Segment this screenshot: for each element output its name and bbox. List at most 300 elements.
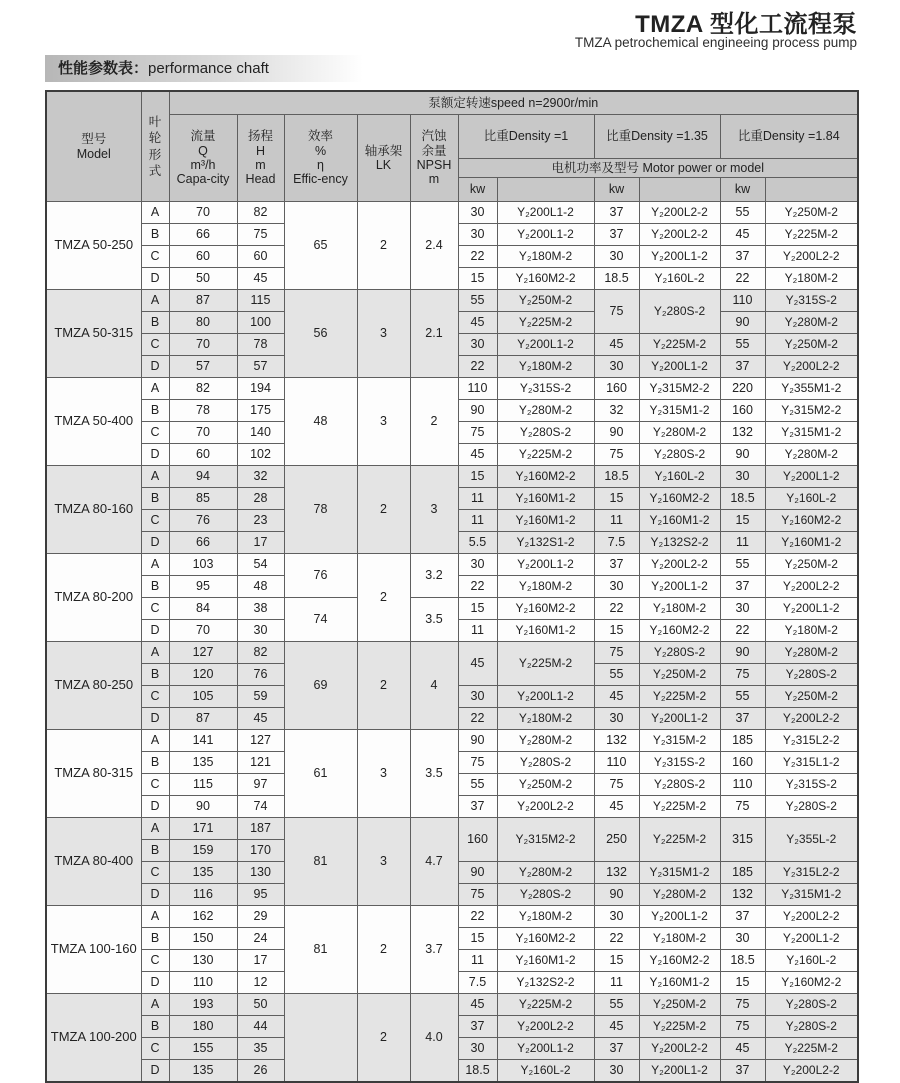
head-cell: 97 <box>237 774 284 796</box>
density184-kw-cell: 37 <box>720 246 765 268</box>
density184-motor-model-cell: Y₂160M2-2 <box>765 510 858 532</box>
density184-kw-cell: 15 <box>720 510 765 532</box>
impeller-type-cell: C <box>141 686 169 708</box>
impeller-type-cell: C <box>141 774 169 796</box>
table-row <box>46 994 858 1016</box>
lk-cell: 2 <box>357 906 410 994</box>
density1-motor-model-cell: Y₂280M-2 <box>497 862 594 884</box>
density184-motor-model-cell: Y₂280S-2 <box>765 1016 858 1038</box>
flow-cell: 82 <box>169 378 237 400</box>
density1-kw-cell: 45 <box>458 642 497 686</box>
flow-cell: 70 <box>169 422 237 444</box>
density1-motor-model-cell: Y₂225M-2 <box>497 444 594 466</box>
eff-cell: 65 <box>284 202 357 290</box>
model-cell: TMZA 80-400 <box>46 818 141 906</box>
density1-kw-cell: 30 <box>458 554 497 576</box>
density184-kw-cell: 30 <box>720 928 765 950</box>
impeller-type-cell: D <box>141 268 169 290</box>
head-cell: 45 <box>237 268 284 290</box>
density135-kw-cell: 132 <box>594 730 639 752</box>
flow-cell: 116 <box>169 884 237 906</box>
impeller-type-cell: D <box>141 532 169 554</box>
density1-kw-cell: 15 <box>458 598 497 620</box>
flow-cell: 115 <box>169 774 237 796</box>
density135-kw-cell: 75 <box>594 444 639 466</box>
flow-cell: 110 <box>169 972 237 994</box>
density184-kw-cell: 160 <box>720 752 765 774</box>
head-cell: 121 <box>237 752 284 774</box>
density135-kw-cell: 90 <box>594 884 639 906</box>
head-cell: 57 <box>237 356 284 378</box>
flow-cell: 70 <box>169 334 237 356</box>
table-row <box>46 906 858 928</box>
density135-motor-model-cell: Y₂280S-2 <box>639 290 720 334</box>
density184-kw-cell: 110 <box>720 290 765 312</box>
density1-motor-model-cell: Y₂160M1-2 <box>497 488 594 510</box>
density1-motor-model-cell: Y₂250M-2 <box>497 290 594 312</box>
density184-kw-cell: 185 <box>720 862 765 884</box>
density184-motor-model-cell: Y₂280S-2 <box>765 796 858 818</box>
density184-kw-cell: 90 <box>720 642 765 664</box>
impeller-type-cell: A <box>141 906 169 928</box>
density184-kw-cell: 75 <box>720 664 765 686</box>
head-cell: 24 <box>237 928 284 950</box>
density184-kw-cell: 45 <box>720 224 765 246</box>
head-cell: 59 <box>237 686 284 708</box>
density135-motor-model-cell: Y₂180M-2 <box>639 928 720 950</box>
eff-cell: 74 <box>284 598 357 642</box>
table-row <box>46 554 858 576</box>
density135-kw-cell: 22 <box>594 928 639 950</box>
density1-kw-cell: 30 <box>458 1038 497 1060</box>
model-cell: TMZA 80-200 <box>46 554 141 642</box>
density135-kw-cell: 11 <box>594 972 639 994</box>
head-cell: 170 <box>237 840 284 862</box>
npsh-cell: 3 <box>410 466 458 554</box>
density1-motor-model-cell: Y₂160M2-2 <box>497 466 594 488</box>
table-row <box>46 642 858 664</box>
density1-motor-model-cell: Y₂200L2-2 <box>497 1016 594 1038</box>
density135-motor-model-cell: Y₂315M2-2 <box>639 378 720 400</box>
impeller-type-cell: A <box>141 378 169 400</box>
density135-kw-cell: 90 <box>594 422 639 444</box>
density1-motor-model-cell: Y₂280S-2 <box>497 884 594 906</box>
head-cell: 23 <box>237 510 284 532</box>
density1-kw-cell: 11 <box>458 620 497 642</box>
density1-kw-cell: 160 <box>458 818 497 862</box>
flow-cell: 78 <box>169 400 237 422</box>
density1-kw-cell: 30 <box>458 686 497 708</box>
density135-motor-model-cell: Y₂200L1-2 <box>639 246 720 268</box>
head-cell: 175 <box>237 400 284 422</box>
density1-kw-cell: 45 <box>458 994 497 1016</box>
density135-kw-cell: 37 <box>594 224 639 246</box>
density135-kw-cell: 160 <box>594 378 639 400</box>
model-cell: TMZA 50-315 <box>46 290 141 378</box>
density1-motor-model-cell: Y₂160M2-2 <box>497 268 594 290</box>
density1-kw-cell: 11 <box>458 488 497 510</box>
lk-cell: 2 <box>357 554 410 642</box>
density1-motor-model-cell: Y₂180M-2 <box>497 576 594 598</box>
density184-motor-model-cell: Y₂200L2-2 <box>765 356 858 378</box>
density1-motor-model-cell: Y₂132S2-2 <box>497 972 594 994</box>
density184-motor-model-cell: Y₂355L-2 <box>765 818 858 862</box>
density1-kw-cell: 30 <box>458 334 497 356</box>
density1-kw-cell: 30 <box>458 224 497 246</box>
density135-kw-cell: 15 <box>594 620 639 642</box>
density184-kw-cell: 18.5 <box>720 488 765 510</box>
impeller-type-cell: D <box>141 620 169 642</box>
density135-motor-model-cell: Y₂200L1-2 <box>639 708 720 730</box>
density135-motor-model-cell: Y₂250M-2 <box>639 664 720 686</box>
impeller-type-cell: A <box>141 642 169 664</box>
density135-kw-cell: 75 <box>594 290 639 334</box>
density1-kw-cell: 110 <box>458 378 497 400</box>
density184-kw-cell: 90 <box>720 444 765 466</box>
model-cell: TMZA 50-400 <box>46 378 141 466</box>
density1-motor-model-cell: Y₂225M-2 <box>497 312 594 334</box>
density1-motor-model-cell: Y₂180M-2 <box>497 708 594 730</box>
density135-motor-model-cell: Y₂160L-2 <box>639 268 720 290</box>
density135-kw-cell: 30 <box>594 906 639 928</box>
table-row <box>46 290 858 312</box>
lk-cell: 3 <box>357 818 410 906</box>
density1-kw-cell: 55 <box>458 774 497 796</box>
density1-kw-cell: 11 <box>458 950 497 972</box>
flow-cell: 94 <box>169 466 237 488</box>
density1-motor-model-cell: Y₂200L1-2 <box>497 224 594 246</box>
density184-motor-model-cell: Y₂315L2-2 <box>765 862 858 884</box>
density135-kw-cell: 30 <box>594 708 639 730</box>
impeller-type-cell: C <box>141 862 169 884</box>
header-model <box>46 91 141 202</box>
density135-motor-model-cell: Y₂315M1-2 <box>639 862 720 884</box>
density184-kw-cell: 37 <box>720 708 765 730</box>
impeller-type-cell: D <box>141 444 169 466</box>
model-cell: TMZA 80-315 <box>46 730 141 818</box>
density184-motor-model-cell: Y₂280M-2 <box>765 312 858 334</box>
density135-kw-cell: 45 <box>594 796 639 818</box>
density184-motor-model-cell: Y₂200L1-2 <box>765 598 858 620</box>
density184-motor-model-cell: Y₂160M1-2 <box>765 532 858 554</box>
header-eff-cn: 效率 <box>307 129 333 144</box>
density184-motor-model-cell: Y₂355M1-2 <box>765 378 858 400</box>
flow-cell: 60 <box>169 444 237 466</box>
density184-motor-model-cell: Y₂280S-2 <box>765 664 858 686</box>
density135-kw-cell: 250 <box>594 818 639 862</box>
header-eff-en: Effic-ency <box>293 172 348 187</box>
eff-cell: 76 <box>284 554 357 598</box>
flow-cell: 159 <box>169 840 237 862</box>
header-head-symbol: H <box>255 143 266 158</box>
density1-motor-model-cell: Y₂160M1-2 <box>497 950 594 972</box>
density184-kw-cell: 45 <box>720 1038 765 1060</box>
header-npsh-cn2: 余量 <box>421 143 447 158</box>
impeller-type-cell: A <box>141 202 169 224</box>
impeller-type-cell: B <box>141 1016 169 1038</box>
density1-motor-model-cell: Y₂225M-2 <box>497 994 594 1016</box>
density1-kw-cell: 37 <box>458 796 497 818</box>
head-cell: 194 <box>237 378 284 400</box>
density1-motor-model-cell: Y₂160M1-2 <box>497 510 594 532</box>
flow-cell: 162 <box>169 906 237 928</box>
density1-kw-cell: 22 <box>458 906 497 928</box>
impeller-type-cell: C <box>141 950 169 972</box>
flow-cell: 57 <box>169 356 237 378</box>
header-kw-1: kw <box>458 178 497 202</box>
density1-motor-model-cell: Y₂280S-2 <box>497 422 594 444</box>
density184-motor-model-cell: Y₂280S-2 <box>765 994 858 1016</box>
density184-motor-model-cell: Y₂315M2-2 <box>765 400 858 422</box>
density135-motor-model-cell: Y₂280S-2 <box>639 774 720 796</box>
density1-motor-model-cell: Y₂180M-2 <box>497 356 594 378</box>
header-density-184: 比重Density =1.84 <box>720 115 858 159</box>
density135-kw-cell: 32 <box>594 400 639 422</box>
density135-kw-cell: 30 <box>594 356 639 378</box>
header-model-blank-1 <box>497 178 594 202</box>
lk-cell: 2 <box>357 202 410 290</box>
head-cell: 32 <box>237 466 284 488</box>
density184-kw-cell: 55 <box>720 202 765 224</box>
density135-kw-cell: 45 <box>594 334 639 356</box>
density1-motor-model-cell: Y₂200L1-2 <box>497 554 594 576</box>
impeller-type-cell: B <box>141 664 169 686</box>
density184-motor-model-cell: Y₂280M-2 <box>765 444 858 466</box>
density184-kw-cell: 90 <box>720 312 765 334</box>
flow-cell: 87 <box>169 708 237 730</box>
density184-motor-model-cell: Y₂280M-2 <box>765 642 858 664</box>
density184-motor-model-cell: Y₂315L1-2 <box>765 752 858 774</box>
eff-cell: 81 <box>284 906 357 994</box>
density135-kw-cell: 75 <box>594 642 639 664</box>
density184-motor-model-cell: Y₂180M-2 <box>765 268 858 290</box>
section-title-cn: 性能参数表： <box>58 60 149 77</box>
impeller-type-cell: A <box>141 554 169 576</box>
density1-kw-cell: 18.5 <box>458 1060 497 1083</box>
head-cell: 30 <box>237 620 284 642</box>
density1-motor-model-cell: Y₂315M2-2 <box>497 818 594 862</box>
density1-motor-model-cell: Y₂315S-2 <box>497 378 594 400</box>
density184-kw-cell: 30 <box>720 598 765 620</box>
header-model-blank-2 <box>639 178 720 202</box>
density1-motor-model-cell: Y₂250M-2 <box>497 774 594 796</box>
density135-kw-cell: 75 <box>594 774 639 796</box>
lk-cell: 2 <box>357 994 410 1083</box>
npsh-cell: 3.5 <box>410 598 458 642</box>
density184-kw-cell: 110 <box>720 774 765 796</box>
density1-kw-cell: 90 <box>458 730 497 752</box>
flow-cell: 120 <box>169 664 237 686</box>
density184-kw-cell: 55 <box>720 554 765 576</box>
impeller-type-cell: C <box>141 246 169 268</box>
density135-motor-model-cell: Y₂180M-2 <box>639 598 720 620</box>
density1-motor-model-cell: Y₂160M2-2 <box>497 928 594 950</box>
density184-motor-model-cell: Y₂250M-2 <box>765 686 858 708</box>
impeller-type-cell: C <box>141 334 169 356</box>
density184-kw-cell: 75 <box>720 796 765 818</box>
model-cell: TMZA 100-200 <box>46 994 141 1083</box>
density135-motor-model-cell: Y₂200L1-2 <box>639 356 720 378</box>
density1-kw-cell: 75 <box>458 752 497 774</box>
header-kw-3: kw <box>720 178 765 202</box>
density135-kw-cell: 55 <box>594 664 639 686</box>
head-cell: 78 <box>237 334 284 356</box>
head-cell: 187 <box>237 818 284 840</box>
density1-kw-cell: 45 <box>458 444 497 466</box>
density1-motor-model-cell: Y₂200L1-2 <box>497 334 594 356</box>
density135-motor-model-cell: Y₂280M-2 <box>639 884 720 906</box>
density135-motor-model-cell: Y₂160M2-2 <box>639 620 720 642</box>
density184-kw-cell: 75 <box>720 994 765 1016</box>
head-cell: 54 <box>237 554 284 576</box>
density1-motor-model-cell: Y₂200L1-2 <box>497 202 594 224</box>
page-title: TMZA 型化工流程泵 <box>635 11 857 38</box>
density184-kw-cell: 132 <box>720 884 765 906</box>
density135-kw-cell: 45 <box>594 686 639 708</box>
density135-motor-model-cell: Y₂225M-2 <box>639 686 720 708</box>
density135-kw-cell: 110 <box>594 752 639 774</box>
header-flow-en: Capa-city <box>176 172 230 187</box>
density184-motor-model-cell: Y₂225M-2 <box>765 224 858 246</box>
flow-cell: 70 <box>169 202 237 224</box>
density135-motor-model-cell: Y₂280M-2 <box>639 422 720 444</box>
density135-motor-model-cell: Y₂225M-2 <box>639 796 720 818</box>
impeller-type-cell: B <box>141 752 169 774</box>
lk-cell: 3 <box>357 378 410 466</box>
impeller-type-cell: A <box>141 730 169 752</box>
table-row <box>46 202 858 224</box>
header-head-cn: 扬程 <box>247 129 273 144</box>
npsh-cell: 3.7 <box>410 906 458 994</box>
header-impeller-label: 叶轮形式 <box>148 115 162 178</box>
impeller-type-cell: D <box>141 972 169 994</box>
density1-motor-model-cell: Y₂225M-2 <box>497 642 594 686</box>
model-cell: TMZA 100-160 <box>46 906 141 994</box>
npsh-cell: 2.4 <box>410 202 458 290</box>
density184-motor-model-cell: Y₂250M-2 <box>765 334 858 356</box>
density184-kw-cell: 75 <box>720 1016 765 1038</box>
density135-kw-cell: 18.5 <box>594 466 639 488</box>
density1-kw-cell: 90 <box>458 400 497 422</box>
lk-cell: 3 <box>357 290 410 378</box>
head-cell: 26 <box>237 1060 284 1083</box>
density184-motor-model-cell: Y₂200L2-2 <box>765 1060 858 1083</box>
density135-motor-model-cell: Y₂200L2-2 <box>639 224 720 246</box>
density184-kw-cell: 315 <box>720 818 765 862</box>
impeller-type-cell: C <box>141 598 169 620</box>
flow-cell: 141 <box>169 730 237 752</box>
impeller-type-cell: B <box>141 488 169 510</box>
density184-motor-model-cell: Y₂250M-2 <box>765 554 858 576</box>
impeller-type-cell: A <box>141 994 169 1016</box>
density135-kw-cell: 15 <box>594 950 639 972</box>
head-cell: 140 <box>237 422 284 444</box>
density1-kw-cell: 22 <box>458 708 497 730</box>
header-lk-symbol: LK <box>375 158 392 172</box>
eff-cell: 61 <box>284 730 357 818</box>
density135-motor-model-cell: Y₂200L2-2 <box>639 554 720 576</box>
density184-kw-cell: 30 <box>720 466 765 488</box>
flow-cell: 87 <box>169 290 237 312</box>
density135-kw-cell: 55 <box>594 994 639 1016</box>
flow-cell: 155 <box>169 1038 237 1060</box>
density184-kw-cell: 37 <box>720 906 765 928</box>
density135-kw-cell: 30 <box>594 576 639 598</box>
head-cell: 35 <box>237 1038 284 1060</box>
density184-motor-model-cell: Y₂160M2-2 <box>765 972 858 994</box>
npsh-cell: 3.2 <box>410 554 458 598</box>
eff-cell: 48 <box>284 378 357 466</box>
density135-kw-cell: 45 <box>594 1016 639 1038</box>
flow-cell: 135 <box>169 1060 237 1083</box>
header-npsh-cn1: 汽蚀 <box>421 129 447 144</box>
density135-kw-cell: 7.5 <box>594 532 639 554</box>
density184-kw-cell: 37 <box>720 356 765 378</box>
density184-kw-cell: 160 <box>720 400 765 422</box>
density135-kw-cell: 37 <box>594 202 639 224</box>
density135-motor-model-cell: Y₂160M1-2 <box>639 972 720 994</box>
density135-kw-cell: 15 <box>594 488 639 510</box>
density1-motor-model-cell: Y₂160M1-2 <box>497 620 594 642</box>
density1-kw-cell: 90 <box>458 862 497 884</box>
head-cell: 17 <box>237 950 284 972</box>
impeller-type-cell: A <box>141 466 169 488</box>
density184-motor-model-cell: Y₂200L2-2 <box>765 708 858 730</box>
density135-motor-model-cell: Y₂225M-2 <box>639 334 720 356</box>
header-motor-power: 电机功率及型号 Motor power or model <box>458 159 858 178</box>
impeller-type-cell: C <box>141 422 169 444</box>
density135-motor-model-cell: Y₂200L1-2 <box>639 576 720 598</box>
density1-motor-model-cell: Y₂180M-2 <box>497 906 594 928</box>
density1-kw-cell: 22 <box>458 246 497 268</box>
density135-motor-model-cell: Y₂200L2-2 <box>639 202 720 224</box>
density184-motor-model-cell: Y₂315S-2 <box>765 774 858 796</box>
density135-motor-model-cell: Y₂225M-2 <box>639 818 720 862</box>
header-flow-unit: m³/h <box>190 158 216 172</box>
density135-motor-model-cell: Y₂280S-2 <box>639 642 720 664</box>
lk-cell: 2 <box>357 466 410 554</box>
density135-kw-cell: 22 <box>594 598 639 620</box>
head-cell: 76 <box>237 664 284 686</box>
density135-motor-model-cell: Y₂160L-2 <box>639 466 720 488</box>
header-eff-symbol: η <box>317 158 324 172</box>
header-npsh <box>410 115 458 202</box>
table-row <box>46 466 858 488</box>
head-cell: 60 <box>237 246 284 268</box>
flow-cell: 85 <box>169 488 237 510</box>
density1-kw-cell: 5.5 <box>458 532 497 554</box>
flow-cell: 150 <box>169 928 237 950</box>
header-head-unit: m <box>255 158 266 172</box>
density184-motor-model-cell: Y₂200L1-2 <box>765 928 858 950</box>
flow-cell: 171 <box>169 818 237 840</box>
section-title-en: performance chaft <box>148 60 269 77</box>
density1-motor-model-cell: Y₂200L1-2 <box>497 1038 594 1060</box>
density1-kw-cell: 7.5 <box>458 972 497 994</box>
header-efficiency <box>284 115 357 202</box>
header-rated-speed: 泵额定转速speed n=2900r/min <box>169 91 858 115</box>
impeller-type-cell: D <box>141 796 169 818</box>
density1-kw-cell: 75 <box>458 884 497 906</box>
head-cell: 45 <box>237 708 284 730</box>
flow-cell: 95 <box>169 576 237 598</box>
density135-motor-model-cell: Y₂315S-2 <box>639 752 720 774</box>
flow-cell: 193 <box>169 994 237 1016</box>
density135-motor-model-cell: Y₂225M-2 <box>639 1016 720 1038</box>
density184-motor-model-cell: Y₂315S-2 <box>765 290 858 312</box>
impeller-type-cell: D <box>141 884 169 906</box>
impeller-type-cell: B <box>141 840 169 862</box>
